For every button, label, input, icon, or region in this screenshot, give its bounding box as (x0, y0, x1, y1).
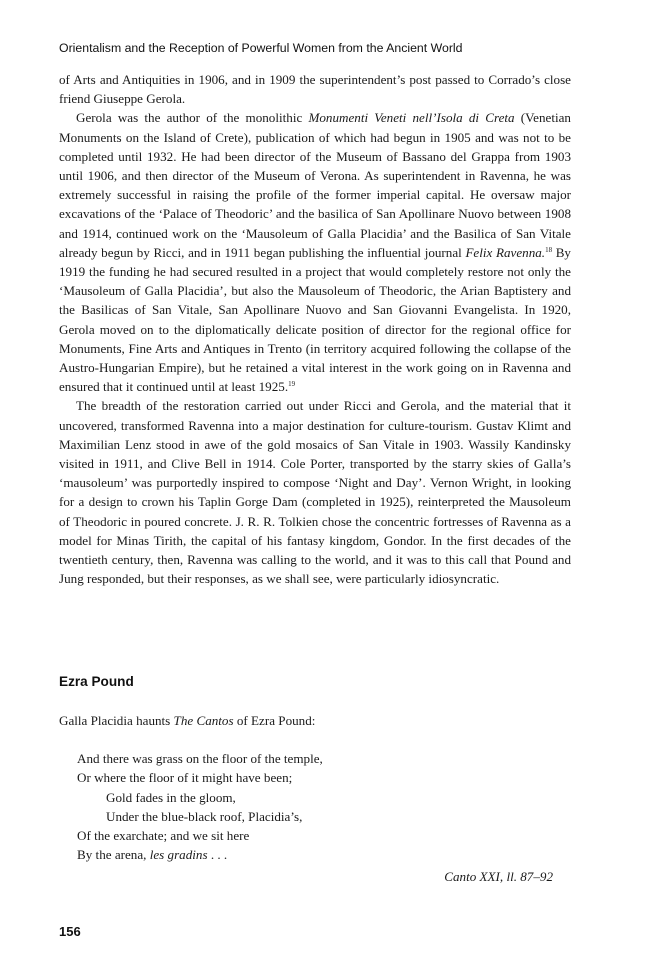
italic-title-felix-ravenna: Felix Ravenna. (465, 244, 546, 260)
italic-title-the-cantos: The Cantos (173, 713, 234, 728)
poem-line-2: Or where the floor of it might have been; (77, 770, 293, 786)
running-head: Orientalism and the Reception of Powerful Women from the Ancient World (59, 41, 463, 55)
paragraph-text: Gerola was the author of the monolithic (76, 110, 309, 126)
intro-text: Galla Placidia haunts (59, 713, 174, 728)
poem-line-1: And there was grass on the floor of the temple, (77, 751, 323, 766)
poem-line-text: By the arena, (77, 847, 150, 863)
poem-quotation (77, 749, 557, 865)
poem-line-5: Of the exarchate; and we sit here (77, 828, 250, 844)
intro-text: of Ezra Pound: (233, 713, 316, 728)
poem-line-4: Under the blue-black roof, Placidia’s, (106, 808, 303, 824)
main-body-text (59, 70, 571, 588)
paragraph-text: (Venetian Monuments on the Island of Crete), publication of which had begun in 1905 and was not to be completed until 1932. He had been director of the Museum of Bassano del Grappa from 1903 until 1906, and then director of the Museum of Verona. As superintendent in Ravenna, he was extremely successful in raising the profile of the former imperial capital. He oversaw major excavations of the ‘Palace of Theodoric’ and the basilica of San Apollinare Nuovo between 1908 and 1914, continued work on the ‘Mausoleum of Galla Placidia’ and the Basilica of San Vitale already begun by Ricci, and in 1911 began publishing the influential journal (59, 110, 571, 260)
poem-citation: Canto XXI, ll. 87–92 (444, 869, 553, 884)
page-number: 156 (59, 924, 81, 939)
paragraph-continuation: of Arts and Antiquities in 1906, and in 1909 the superintendent’s post passed to Corrado’s close friend Giuseppe Gerola. (59, 72, 571, 107)
poem-line-3: Gold fades in the gloom, (106, 789, 236, 805)
italic-title-monumenti: Monumenti Veneti nell’Isola di Creta (308, 110, 515, 126)
section-heading: Ezra Pound (59, 674, 134, 689)
poem-italic-phrase: les gradins (149, 847, 208, 863)
footnote-ref-18: 18 (545, 245, 553, 254)
paragraph-text: By 1919 the funding he had secured resulted in a project that would completely restore not only the ‘Mausoleum of Galla Placidia’, but also the Mausoleum of Theodoric, the Arian Baptistery and the Basilicas of San Vitale, San Apollinare Nuovo and San Giovanni Evangelista. In 1920, Gerola moved on to the diplomatically delicate position of director for the regional office for Monuments, Fine Arts and Antiques in Trento (in territory acquired following the collapse of the Austro-Hungarian Empire), but he retained a vital interest in the work going on in Ravenna and ensured that it continued until at least 1925. (59, 244, 571, 395)
poem-line-text: . . . (207, 847, 228, 863)
footnote-ref-19: 19 (288, 380, 296, 389)
poem-line-6 (77, 845, 557, 864)
poem-introduction (59, 711, 571, 730)
paragraph-restoration: The breadth of the restoration carried out under Ricci and Gerola, and the material that it uncovered, transformed Ravenna into a major destination for culture-tourism. Gustav Klimt and Maximilian Lenz stood in awe of the gold mosaics of San Vitale in 1903. Wassily Kandinsky visited in 1911, and Clive Bell in 1914. Cole Porter, transported by the starry skies of Galla’s ‘mausoleum’ was purportedly inspired to compose ‘Night and Day’. Vernon Wright, in looking for a design to crown his Taplin Gorge Dam (completed in 1925), reinterpreted the Mausoleum of Theodoric in poured concrete. J. R. R. Tolkien chose the concentric fortresses of Ravenna as a model for Minas Tirith, the capital of his fantasy kingdom, Gondor. In the first decades of the twentieth century, then, Ravenna was calling to the world, and it was to this call that Pound and Jung responded, but their responses, as we shall see, were particularly idiosyncratic. (59, 398, 571, 587)
paragraph-gerola (59, 108, 571, 396)
